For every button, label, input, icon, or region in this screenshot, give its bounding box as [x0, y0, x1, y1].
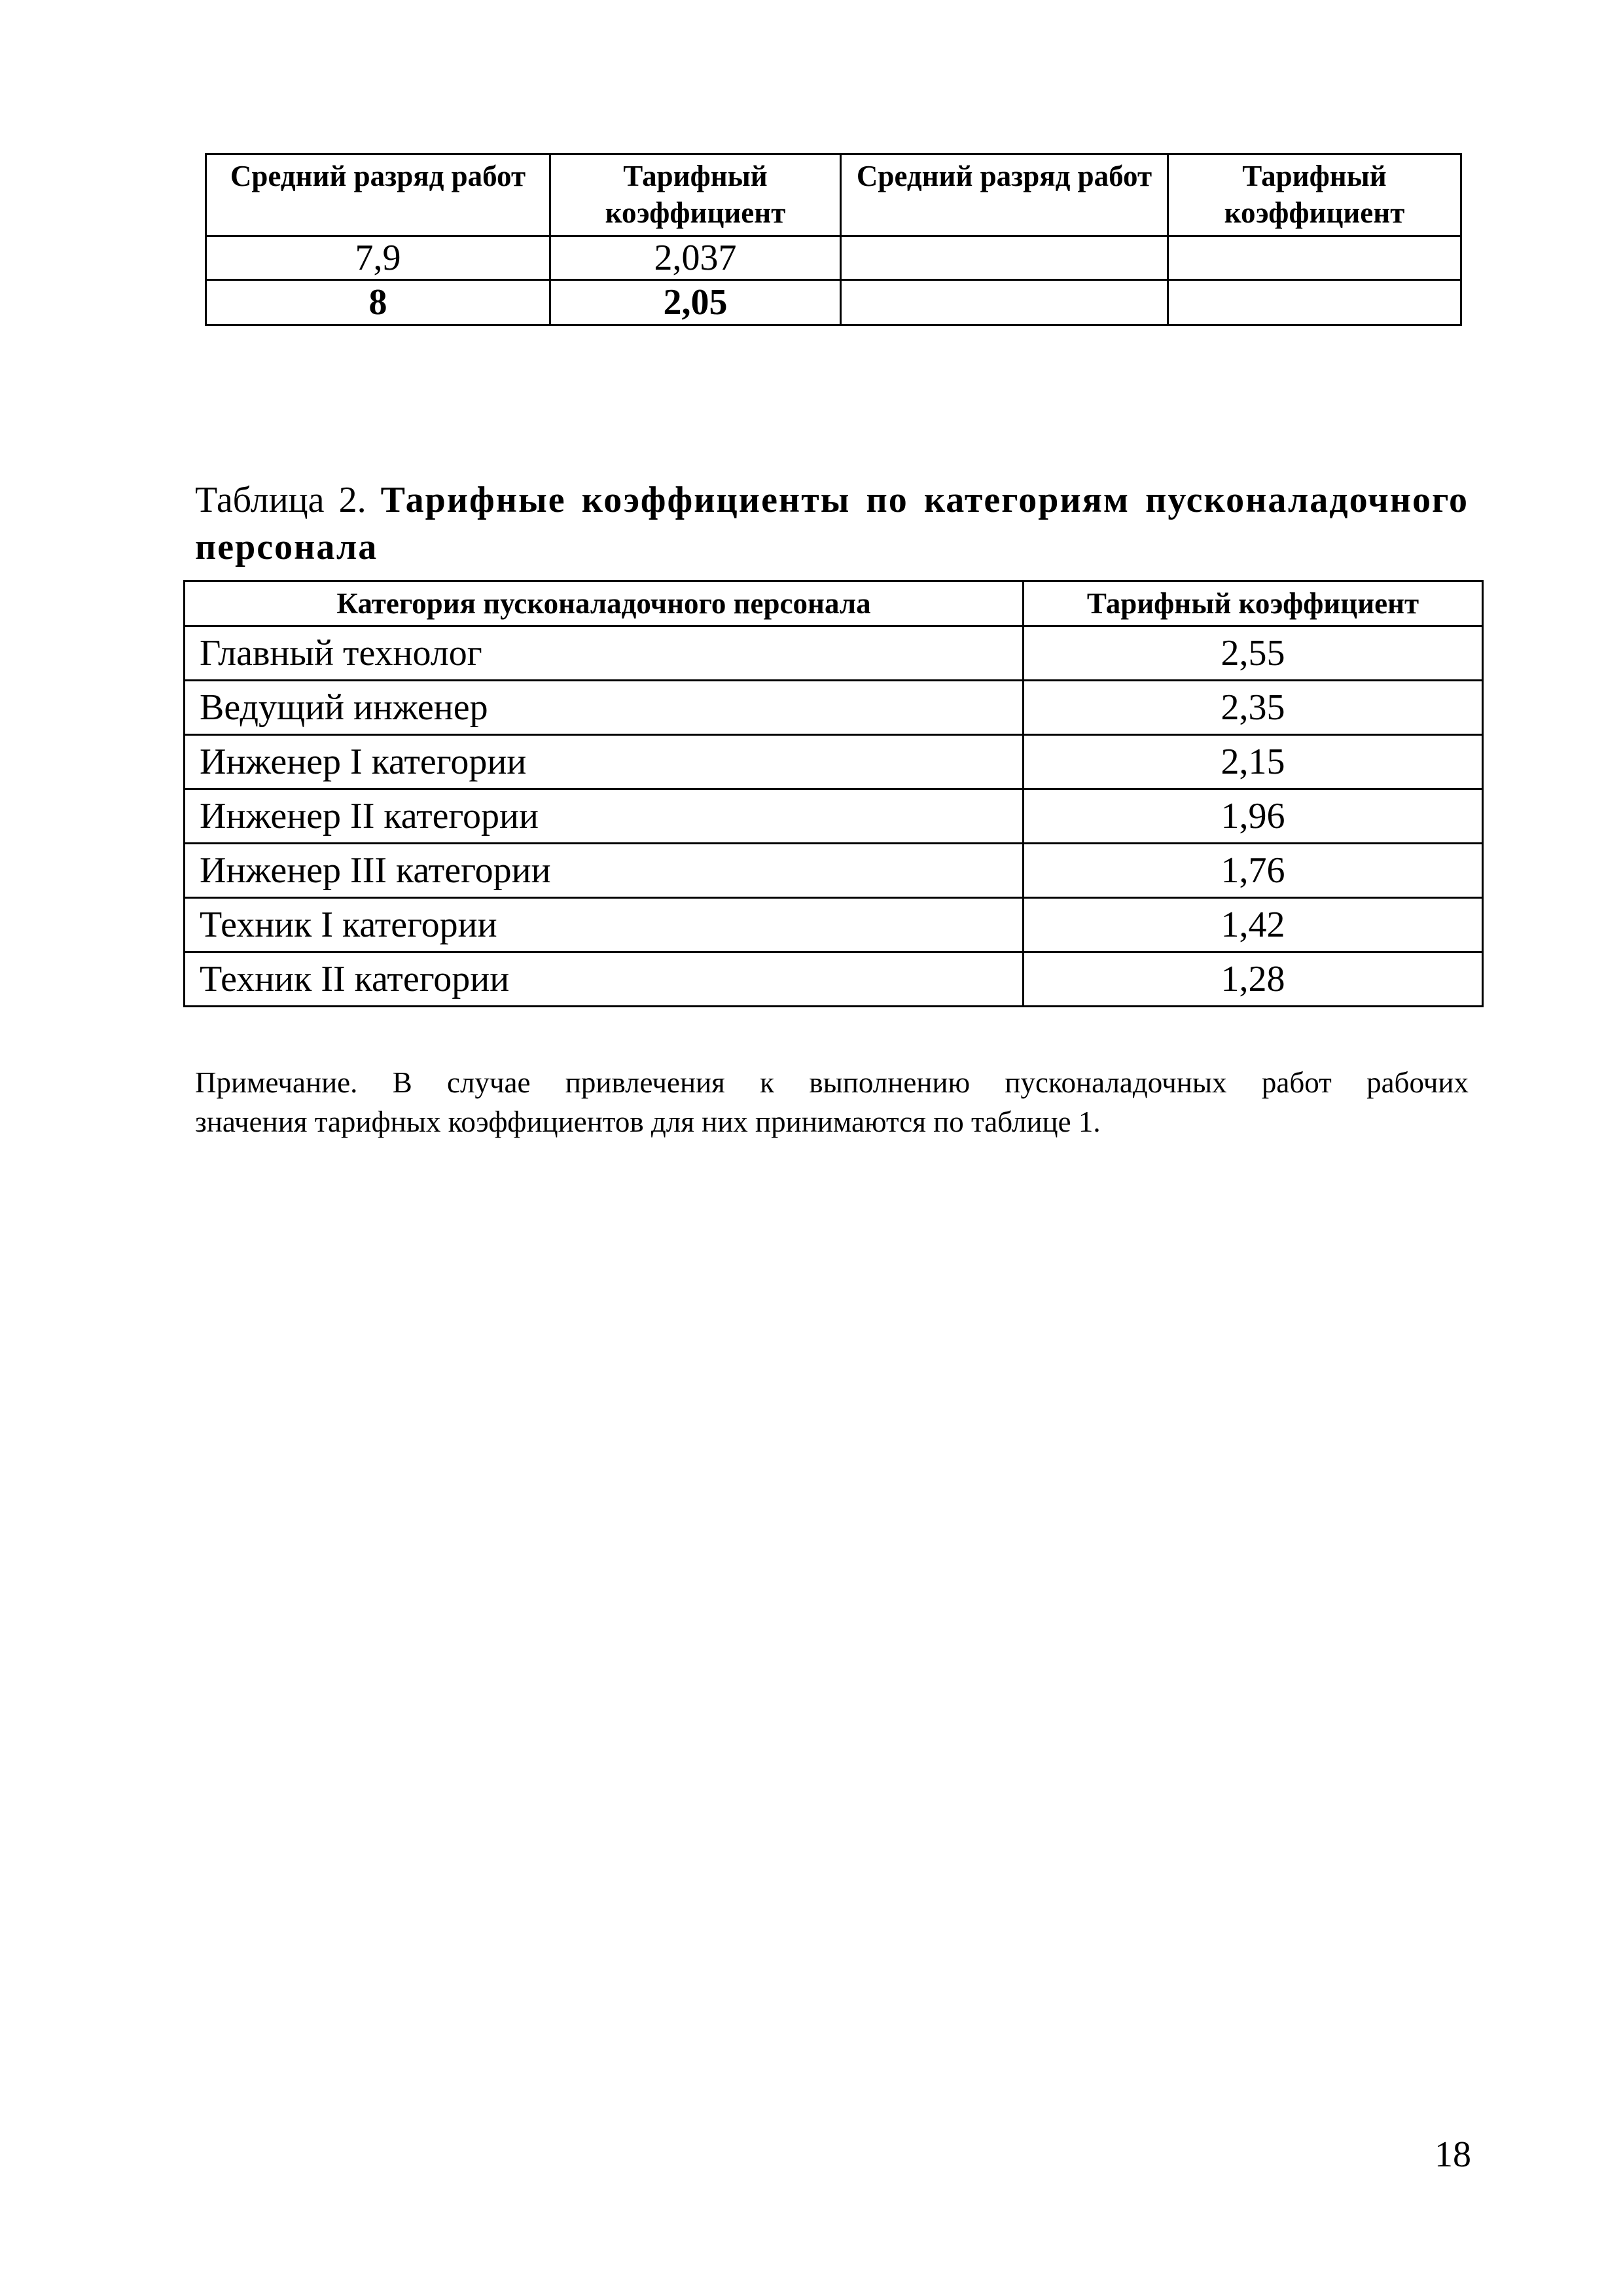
table-cell: 7,9 — [206, 236, 550, 280]
caption-title-line-2: персонала — [195, 527, 378, 567]
table-cell — [841, 280, 1168, 325]
table-cell — [841, 236, 1168, 280]
header-cell: Тарифный коэффициент — [1024, 581, 1483, 626]
caption-title-line-1: Тарифные коэффициенты по категориям пусконаладочного — [380, 480, 1469, 520]
category-cell: Ведущий инженер — [185, 681, 1024, 735]
table-row — [185, 789, 1483, 844]
coefficient-cell: 1,28 — [1024, 952, 1483, 1007]
header-cell: Средний разряд работ — [206, 154, 550, 236]
table-row — [206, 280, 1461, 325]
note-line-1: Примечание. В случае привлечения к выполнению пусконаладочных работ рабочих — [195, 1066, 1469, 1099]
table-row — [185, 626, 1483, 681]
table-row — [185, 681, 1483, 735]
header-cell: Средний разряд работ — [841, 154, 1168, 236]
page-number: 18 — [1435, 2134, 1471, 2175]
table-row — [185, 735, 1483, 789]
table-cell: 8 — [206, 280, 550, 325]
table-row — [185, 844, 1483, 898]
coefficient-cell: 1,96 — [1024, 789, 1483, 844]
table-cell — [1168, 236, 1461, 280]
header-cell: Тарифный коэффициент — [1168, 154, 1461, 236]
caption-line-1 — [195, 476, 1469, 524]
coefficient-cell: 2,35 — [1024, 681, 1483, 735]
coefficient-cell: 1,76 — [1024, 844, 1483, 898]
coefficient-cell: 2,55 — [1024, 626, 1483, 681]
tariff-table-1 — [205, 153, 1462, 326]
table-row — [206, 236, 1461, 280]
category-cell: Главный технолог — [185, 626, 1024, 681]
category-cell: Инженер III категории — [185, 844, 1024, 898]
table-2-caption — [195, 476, 1469, 571]
table-cell — [1168, 280, 1461, 325]
table-row — [185, 898, 1483, 952]
table-header-row — [185, 581, 1483, 626]
table-cell: 2,037 — [550, 236, 841, 280]
category-cell: Техник II категории — [185, 952, 1024, 1007]
category-cell: Инженер I категории — [185, 735, 1024, 789]
table-cell: 2,05 — [550, 280, 841, 325]
coefficient-cell: 1,42 — [1024, 898, 1483, 952]
category-cell: Инженер II категории — [185, 789, 1024, 844]
note-paragraph — [195, 1063, 1469, 1141]
caption-prefix: Таблица 2. — [195, 480, 366, 520]
table-row — [185, 952, 1483, 1007]
header-cell: Тарифный коэффициент — [550, 154, 841, 236]
header-cell: Категория пусконаладочного персонала — [185, 581, 1024, 626]
note-line-2: значения тарифных коэффициентов для них принимаются по таблице 1. — [195, 1105, 1101, 1138]
table-header-row — [206, 154, 1461, 236]
category-cell: Техник I категории — [185, 898, 1024, 952]
coefficient-cell: 2,15 — [1024, 735, 1483, 789]
tariff-table-2 — [183, 580, 1484, 1007]
